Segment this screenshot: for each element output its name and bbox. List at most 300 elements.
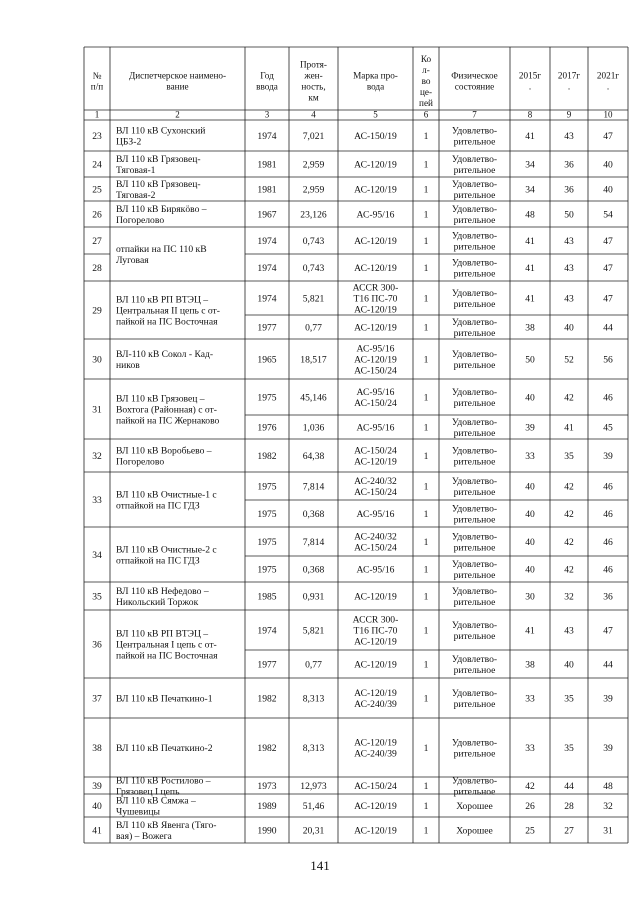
cell-y2017: 52: [564, 354, 574, 366]
cell-state: Удовлетво-: [451, 125, 498, 137]
cell-y2017: 36: [564, 184, 574, 196]
header-cell-1: №: [92, 70, 102, 81]
line-name: отпайкой на ПС ГДЗ: [116, 555, 200, 567]
cell-wire: АС-120/19: [354, 456, 397, 468]
cell-wire: АС-120/19: [354, 184, 397, 196]
cell-state: рительное: [453, 298, 496, 310]
cell-length: 0,743: [302, 262, 325, 274]
row-number: 29: [92, 305, 102, 317]
cell-circ: 1: [423, 564, 429, 576]
cell-y2015: 41: [525, 262, 535, 274]
row-number: 37: [92, 693, 102, 705]
line-name: Центральная I цепь с от-: [116, 639, 217, 651]
cell-y2015: 41: [525, 235, 535, 247]
cell-wire: АС-120/19: [354, 354, 397, 366]
cell-y2021: 46: [603, 392, 613, 404]
cell-wire: АС-120/19: [354, 825, 397, 837]
cell-y2017: 42: [564, 564, 574, 576]
cell-y2021: 31: [603, 825, 613, 837]
cell-y2021: 47: [603, 235, 613, 247]
cell-y2021: 46: [603, 508, 613, 520]
row-number: 24: [92, 159, 102, 171]
cell-y2015: 40: [525, 564, 535, 576]
cell-state: рительное: [453, 569, 496, 581]
cell-state: Удовлетво-: [451, 316, 498, 328]
cell-circ: 1: [423, 130, 429, 142]
cell-y2017: 42: [564, 392, 574, 404]
cell-y2021: 47: [603, 262, 613, 274]
cell-circ: 1: [423, 392, 429, 404]
cell-circ: 1: [423, 693, 429, 705]
cell-length: 7,021: [302, 130, 325, 142]
merged-line-name: Луговая: [116, 254, 149, 266]
header-cell-3: Год: [260, 70, 274, 81]
cell-year: 1974: [257, 262, 277, 274]
cell-length: 51,46: [302, 800, 325, 812]
cell-circ: 1: [423, 159, 429, 171]
cell-y2015: 40: [525, 481, 535, 493]
header-cell-10: 2021г: [596, 70, 620, 81]
cell-y2021: 54: [603, 209, 613, 221]
cell-wire: АС-240/32: [354, 531, 397, 543]
line-name: Погорелово: [116, 214, 165, 226]
cell-y2015: 33: [525, 742, 535, 754]
cell-y2015: 33: [525, 693, 535, 705]
cell-year: 1985: [257, 591, 277, 603]
cell-year: 1981: [257, 159, 277, 171]
cell-wire: АС-240/39: [354, 698, 397, 710]
cell-state: Удовлетво-: [451, 619, 498, 631]
page-number: 141: [310, 858, 330, 873]
cell-year: 1976: [257, 422, 277, 434]
cell-y2017: 43: [564, 235, 574, 247]
cell-length: 20,31: [302, 825, 325, 837]
line-name: пайкой на ПС Восточная: [116, 650, 218, 662]
line-name: Никольский Торжок: [116, 596, 199, 608]
line-name: ВЛ-110 кВ Сокол - Кад-: [116, 348, 214, 360]
cell-state: рительное: [453, 596, 496, 608]
header-cell-7: состояние: [454, 81, 495, 92]
header-cell-6: во: [421, 75, 431, 86]
cell-y2021: 44: [603, 322, 613, 334]
cell-y2015: 40: [525, 536, 535, 548]
cell-year: 1990: [257, 825, 277, 837]
cell-y2017: 28: [564, 800, 574, 812]
column-number: 10: [603, 109, 613, 120]
cell-year: 1974: [257, 130, 277, 142]
cell-y2021: 32: [603, 800, 613, 812]
cell-y2021: 39: [603, 693, 613, 705]
cell-wire: АС-120/19: [354, 636, 397, 648]
header-cell-4: км: [308, 92, 319, 103]
cell-wire: АС-150/24: [354, 397, 397, 409]
cell-y2021: 47: [603, 130, 613, 142]
cell-length: 1,036: [302, 422, 325, 434]
cell-year: 1967: [257, 209, 277, 221]
header-cell-1: п/п: [90, 81, 104, 92]
cell-y2015: 34: [525, 184, 535, 196]
line-name: ВЛ 110 кВ Очистные-1 с: [116, 489, 217, 501]
column-number: 4: [311, 109, 316, 120]
cell-wire: АС-120/19: [354, 322, 397, 334]
cell-state: Удовлетво-: [451, 386, 498, 398]
column-number: 3: [264, 109, 270, 120]
cell-year: 1975: [257, 536, 277, 548]
cell-wire: АС-120/19: [354, 262, 397, 274]
cell-wire: АС-120/19: [354, 591, 397, 603]
cell-state: Удовлетво-: [451, 585, 498, 597]
cell-wire: АС-120/19: [354, 304, 397, 316]
cell-year: 1973: [257, 780, 277, 792]
cell-wire: АС-150/19: [354, 130, 397, 142]
cell-length: 5,821: [302, 625, 325, 637]
header-cell-5: вода: [366, 81, 385, 92]
cell-y2021: 47: [603, 625, 613, 637]
cell-wire: АС-150/24: [354, 486, 397, 498]
cell-y2017: 40: [564, 322, 574, 334]
cell-year: 1974: [257, 625, 277, 637]
cell-length: 0,931: [302, 591, 325, 603]
cell-state: Удовлетво-: [451, 653, 498, 665]
cell-y2017: 42: [564, 508, 574, 520]
line-name: ВЛ 110 кВ РП ВТЭЦ –: [116, 294, 209, 306]
cell-circ: 1: [423, 209, 429, 221]
cell-length: 0,368: [302, 564, 325, 576]
cell-state: Удовлетво-: [451, 287, 498, 299]
line-name: вая) – Вожега: [116, 830, 172, 842]
cell-y2017: 27: [564, 825, 574, 837]
cell-wire: АС-240/32: [354, 475, 397, 487]
cell-y2017: 50: [564, 209, 574, 221]
cell-y2021: 40: [603, 159, 613, 171]
cell-wire: АС-120/19: [354, 235, 397, 247]
cell-length: 0,743: [302, 235, 325, 247]
line-name: ВЛ 110 кВ Грязовец –: [116, 393, 205, 405]
row-number: 23: [92, 130, 102, 142]
cell-wire: АС-120/19: [354, 800, 397, 812]
cell-wire: АС-95/16: [356, 209, 395, 221]
cell-y2021: 47: [603, 293, 613, 305]
column-number: 1: [94, 109, 100, 120]
cell-y2017: 32: [564, 591, 574, 603]
header-cell-9: .: [567, 81, 571, 92]
cell-circ: 1: [423, 742, 429, 754]
line-name: ВЛ 110 кВ РП ВТЭЦ –: [116, 628, 209, 640]
line-name: Тяговая-2: [116, 189, 156, 201]
header-cell-7: Физическое: [451, 70, 498, 81]
cell-circ: 1: [423, 591, 429, 603]
line-name: пайкой на ПС Жернаково: [116, 415, 220, 427]
cell-circ: 1: [423, 322, 429, 334]
cell-y2015: 48: [525, 209, 535, 221]
header-cell-10: .: [606, 81, 610, 92]
cell-y2021: 46: [603, 481, 613, 493]
column-number: 2: [175, 109, 180, 120]
cell-y2021: 45: [603, 422, 613, 434]
cell-circ: 1: [423, 422, 429, 434]
row-number: 35: [92, 591, 102, 603]
cell-wire: АС-95/16: [356, 386, 395, 398]
cell-wire: АС-95/16: [356, 564, 395, 576]
cell-state: рительное: [453, 664, 496, 676]
line-name: отпайкой на ПС ГДЗ: [116, 500, 200, 512]
cell-y2015: 41: [525, 625, 535, 637]
cell-circ: 1: [423, 450, 429, 462]
cell-length: 0,77: [305, 322, 322, 334]
cell-y2021: 39: [603, 742, 613, 754]
cell-state: рительное: [453, 268, 496, 280]
cell-wire: АС-240/39: [354, 748, 397, 760]
row-number: 31: [92, 404, 102, 416]
cell-state: Удовлетво-: [451, 230, 498, 242]
cell-length: 7,814: [302, 536, 325, 548]
cell-length: 0,77: [305, 659, 322, 671]
cell-circ: 1: [423, 184, 429, 196]
line-name: Вохтога (Районная) с от-: [116, 404, 217, 416]
cell-state: рительное: [453, 214, 496, 226]
cell-length: 64,38: [302, 450, 325, 462]
line-name: Чушевицы: [116, 806, 160, 818]
cell-y2015: 50: [525, 354, 535, 366]
cell-y2015: 40: [525, 392, 535, 404]
cell-length: 2,959: [302, 184, 325, 196]
merged-line-name: отпайки на ПС 110 кВ: [116, 243, 207, 255]
cell-year: 1977: [257, 659, 277, 671]
cell-wire: АС-95/16: [356, 343, 395, 355]
line-name: Центральная II цепь с от-: [116, 305, 220, 317]
line-name: ВЛ 110 кВ Бирякöво –: [116, 203, 207, 215]
cell-state: Удовлетво-: [451, 775, 498, 787]
cell-wire: АС-120/19: [354, 659, 397, 671]
header-cell-4: Протя-: [300, 59, 327, 70]
cell-state: рительное: [453, 427, 496, 439]
cell-circ: 1: [423, 659, 429, 671]
row-number: 36: [92, 639, 102, 651]
cell-y2015: 25: [525, 825, 535, 837]
cell-wire: АС-150/24: [354, 365, 397, 377]
column-number: 8: [527, 109, 533, 120]
cell-state: Удовлетво-: [451, 348, 498, 360]
cell-state: рительное: [453, 748, 496, 760]
cell-length: 18,517: [300, 354, 327, 366]
cell-state: Удовлетво-: [451, 445, 498, 457]
cell-state: рительное: [453, 241, 496, 253]
cell-y2021: 56: [603, 354, 613, 366]
cell-state: Удовлетво-: [451, 178, 498, 190]
header-cell-9: 2017г: [557, 70, 581, 81]
cell-state: Удовлетво-: [451, 203, 498, 215]
cell-y2021: 44: [603, 659, 613, 671]
header-cell-8: .: [528, 81, 532, 92]
cell-state: Удовлетво-: [451, 416, 498, 428]
cell-year: 1965: [257, 354, 277, 366]
cell-y2015: 30: [525, 591, 535, 603]
cell-circ: 1: [423, 800, 429, 812]
column-number: 9: [566, 109, 572, 120]
cell-state: рительное: [453, 486, 496, 498]
cell-circ: 1: [423, 780, 429, 792]
cell-year: 1981: [257, 184, 277, 196]
cell-wire: Т16 ПС-70: [353, 625, 398, 637]
row-number: 27: [92, 235, 102, 247]
line-name: Погорелово: [116, 456, 165, 468]
cell-length: 8,313: [302, 742, 325, 754]
header-cell-4: ность,: [301, 81, 326, 92]
cell-y2015: 42: [525, 780, 535, 792]
header-cell-6: пей: [419, 97, 433, 108]
cell-y2017: 35: [564, 450, 574, 462]
row-number: 41: [92, 825, 102, 837]
cell-wire: Т16 ПС-70: [353, 293, 398, 305]
cell-y2021: 46: [603, 564, 613, 576]
cell-state: рительное: [453, 514, 496, 526]
cell-y2021: 40: [603, 184, 613, 196]
cell-state: рительное: [453, 786, 496, 798]
cell-y2017: 40: [564, 659, 574, 671]
cell-year: 1982: [257, 450, 277, 462]
cell-y2017: 43: [564, 130, 574, 142]
cell-state: Удовлетво-: [451, 503, 498, 515]
line-name: ВЛ 110 кВ Явенга (Тяго-: [116, 819, 217, 831]
cell-state: Хорошее: [456, 800, 493, 812]
header-cell-5: Марка про-: [353, 70, 398, 81]
cell-year: 1974: [257, 235, 277, 247]
cell-state: Удовлетво-: [451, 257, 498, 269]
cell-state: рительное: [453, 397, 496, 409]
row-number: 33: [92, 494, 102, 506]
line-name: ЦБЗ-2: [116, 136, 142, 148]
line-name: ВЛ 110 кВ Сямжа –: [116, 795, 196, 807]
cell-year: 1975: [257, 392, 277, 404]
header-cell-2: Диспетчерское наимено-: [128, 70, 227, 81]
cell-length: 12,973: [300, 780, 327, 792]
cell-year: 1974: [257, 293, 277, 305]
line-name: Тяговая-1: [116, 164, 156, 176]
cell-y2017: 43: [564, 625, 574, 637]
row-number: 32: [92, 450, 102, 462]
cell-y2015: 38: [525, 659, 535, 671]
row-number: 25: [92, 184, 102, 196]
cell-state: рительное: [453, 698, 496, 710]
cell-circ: 1: [423, 481, 429, 493]
line-name: ВЛ 110 кВ Печаткино-2: [116, 742, 213, 754]
line-name: ВЛ 110 кВ Нефедово –: [116, 585, 209, 597]
cell-state: Удовлетво-: [451, 737, 498, 749]
header-cell-4: жен-: [304, 70, 323, 81]
line-name: ВЛ 110 кВ Очистные-2 с: [116, 544, 217, 556]
row-number: 30: [92, 354, 102, 366]
cell-y2015: 41: [525, 293, 535, 305]
row-number: 38: [92, 742, 102, 754]
cell-state: Удовлетво-: [451, 531, 498, 543]
cell-wire: АС-150/24: [354, 542, 397, 554]
cell-y2017: 41: [564, 422, 574, 434]
cell-circ: 1: [423, 825, 429, 837]
cell-y2017: 42: [564, 481, 574, 493]
cell-wire: АССR 300-: [352, 282, 399, 294]
cell-y2021: 48: [603, 780, 613, 792]
cell-length: 5,821: [302, 293, 325, 305]
header-cell-3: ввода: [256, 81, 278, 92]
header-cell-6: Ко: [420, 53, 432, 64]
cell-state: рительное: [453, 456, 496, 468]
cell-state: Удовлетво-: [451, 558, 498, 570]
cell-circ: 1: [423, 625, 429, 637]
line-name: ников: [116, 359, 140, 371]
cell-length: 0,368: [302, 508, 325, 520]
cell-year: 1977: [257, 322, 277, 334]
row-number: 28: [92, 262, 102, 274]
cell-circ: 1: [423, 536, 429, 548]
cell-y2015: 41: [525, 130, 535, 142]
cell-wire: АССR 300-: [352, 614, 399, 626]
cell-year: 1975: [257, 508, 277, 520]
cell-y2021: 39: [603, 450, 613, 462]
cell-y2017: 36: [564, 159, 574, 171]
cell-y2017: 44: [564, 780, 574, 792]
row-number: 40: [92, 800, 102, 812]
cell-length: 8,313: [302, 693, 325, 705]
cell-circ: 1: [423, 262, 429, 274]
cell-circ: 1: [423, 354, 429, 366]
cell-y2021: 36: [603, 591, 613, 603]
cell-wire: АС-95/16: [356, 422, 395, 434]
cell-state: рительное: [453, 164, 496, 176]
cell-state: рительное: [453, 542, 496, 554]
cell-y2015: 34: [525, 159, 535, 171]
header-cell-6: л-: [422, 64, 430, 75]
cell-state: Удовлетво-: [451, 687, 498, 699]
cell-state: рительное: [453, 136, 496, 148]
cell-y2015: 38: [525, 322, 535, 334]
cell-state: Хорошее: [456, 825, 493, 837]
column-number: 5: [373, 109, 378, 120]
cell-year: 1989: [257, 800, 277, 812]
header-cell-8: 2015г: [518, 70, 542, 81]
cell-year: 1975: [257, 564, 277, 576]
cell-wire: АС-120/19: [354, 737, 397, 749]
cell-circ: 1: [423, 235, 429, 247]
line-name: ВЛ 110 кВ Грязовец-: [116, 153, 201, 165]
line-name: ВЛ 110 кВ Сухонский: [116, 125, 206, 137]
row-number: 39: [92, 780, 102, 792]
header-cell-6: це-: [419, 86, 433, 97]
cell-y2015: 40: [525, 508, 535, 520]
column-number: 7: [472, 109, 477, 120]
cell-y2017: 42: [564, 536, 574, 548]
cell-length: 2,959: [302, 159, 325, 171]
row-number: 34: [92, 549, 102, 561]
cell-state: Удовлетво-: [451, 475, 498, 487]
cell-y2015: 26: [525, 800, 535, 812]
header-cell-2: вание: [166, 81, 189, 92]
line-name: ВЛ 110 кВ Грязовец-: [116, 178, 201, 190]
cell-circ: 1: [423, 508, 429, 520]
cell-y2017: 43: [564, 262, 574, 274]
line-name: ВЛ 110 кВ Ростилово –: [116, 775, 211, 787]
cell-state: рительное: [453, 327, 496, 339]
line-name: Грязовец I цепь: [116, 786, 180, 798]
cell-year: 1982: [257, 693, 277, 705]
cell-state: Удовлетво-: [451, 153, 498, 165]
cell-y2015: 39: [525, 422, 535, 434]
cell-length: 23,126: [300, 209, 327, 221]
line-name: ВЛ 110 кВ Воробьево –: [116, 445, 212, 457]
line-name: ВЛ 110 кВ Печаткино-1: [116, 693, 213, 705]
column-number: 6: [423, 109, 429, 120]
cell-y2021: 46: [603, 536, 613, 548]
cell-length: 45,146: [300, 392, 327, 404]
